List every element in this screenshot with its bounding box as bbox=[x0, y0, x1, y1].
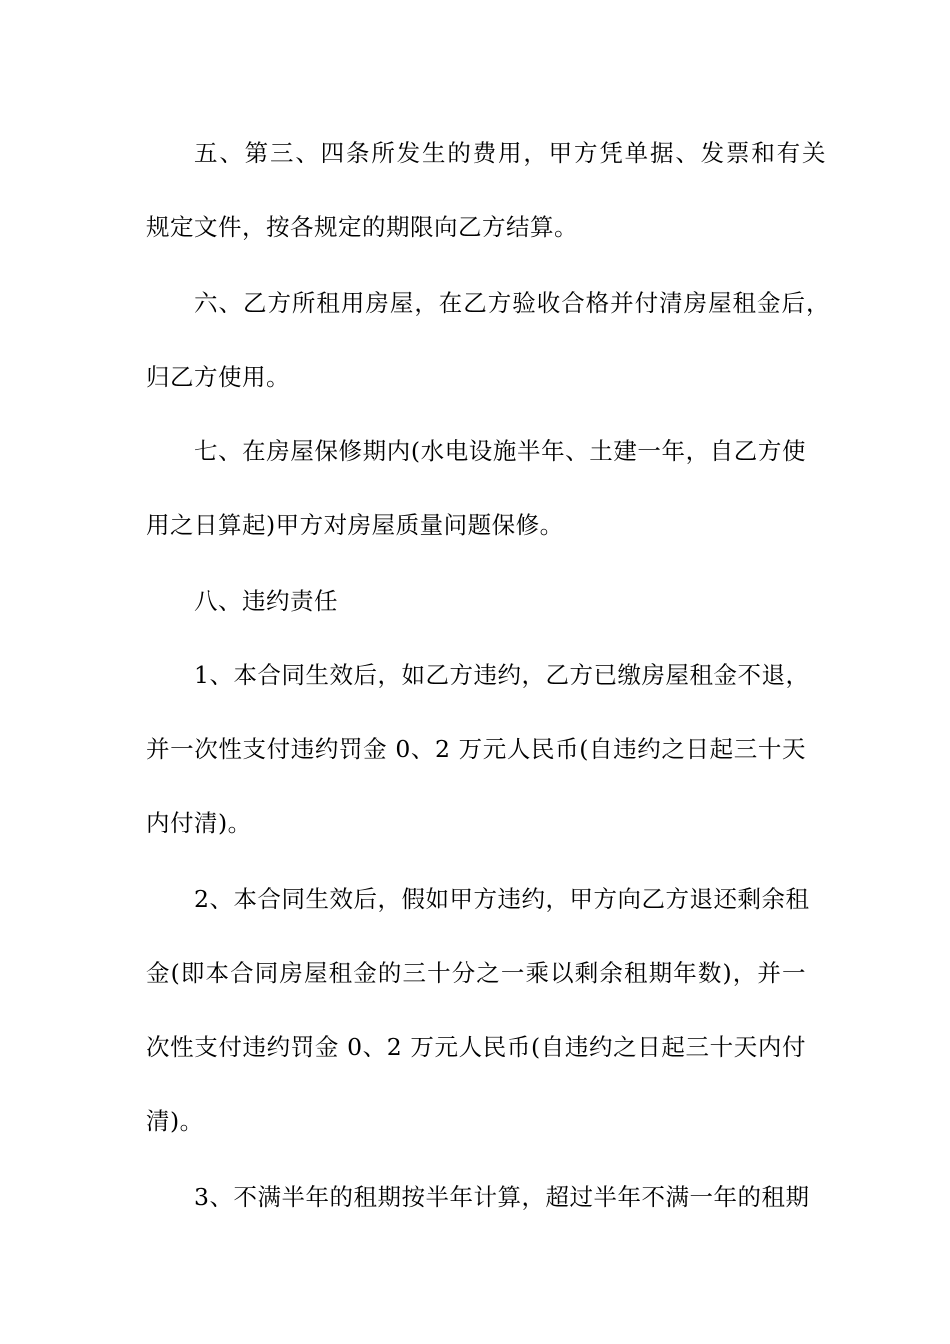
text-line: 次性支付违约罚金 0、2 万元人民币(自违约之日起三十天内付 bbox=[146, 1033, 806, 1061]
text-line: 内付清)。 bbox=[146, 809, 252, 837]
text-line: 六、乙方所租用房屋，在乙方验收合格并付清房屋租金后， bbox=[194, 289, 830, 317]
text-line: 并一次性支付违约罚金 0、2 万元人民币(自违约之日起三十天 bbox=[146, 735, 806, 763]
text-line: 五、第三、四条所发生的费用，甲方凭单据、发票和有关 bbox=[194, 139, 826, 167]
text-line: 清)。 bbox=[146, 1107, 204, 1135]
text-line: 3、不满半年的租期按半年计算，超过半年不满一年的租期 bbox=[194, 1183, 810, 1211]
text-line: 2、本合同生效后，假如甲方违约，甲方向乙方退还剩余租 bbox=[194, 885, 810, 913]
text-line: 用之日算起)甲方对房屋质量问题保修。 bbox=[146, 511, 564, 539]
section-heading: 八、违约责任 bbox=[194, 587, 338, 615]
text-line: 金(即本合同房屋租金的三十分之一乘以剩余租期年数)，并一 bbox=[146, 959, 806, 987]
text-line: 七、在房屋保修期内(水电设施半年、土建一年，自乙方使 bbox=[194, 437, 806, 465]
text-line: 归乙方使用。 bbox=[146, 363, 290, 391]
text-line: 规定文件，按各规定的期限向乙方结算。 bbox=[146, 213, 578, 241]
text-line: 1、本合同生效后，如乙方违约，乙方已缴房屋租金不退， bbox=[194, 661, 810, 689]
